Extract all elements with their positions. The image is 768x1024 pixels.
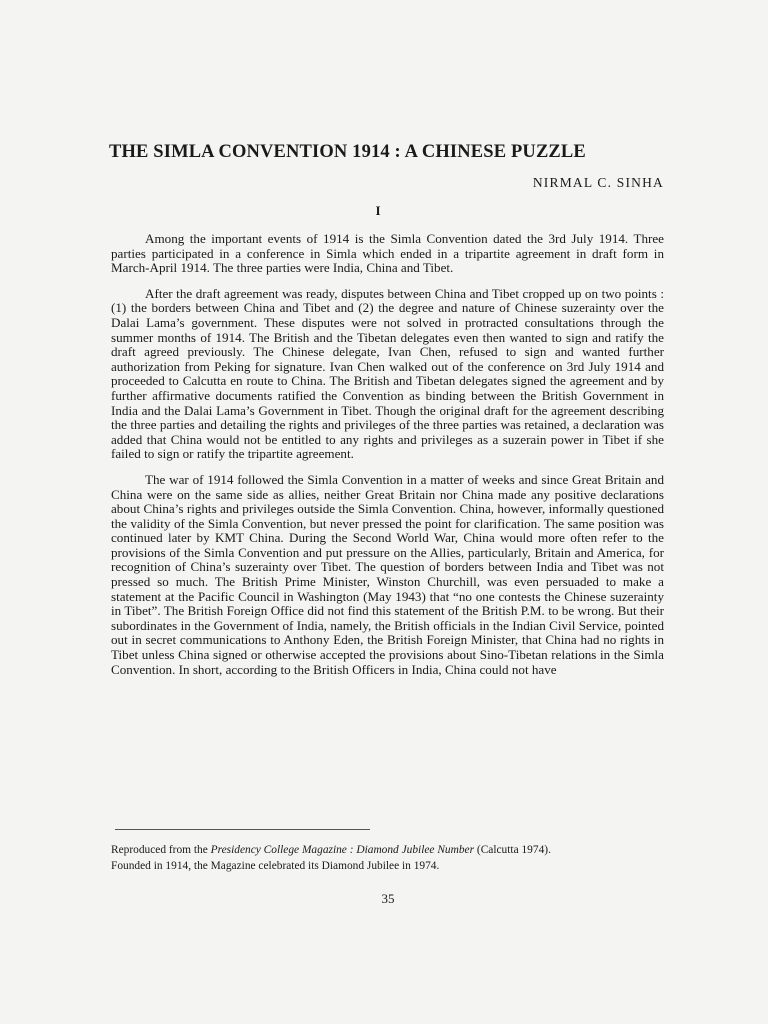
footnote-source-title: Presidency College Magazine : Diamond Jubilee Number [210, 844, 475, 856]
page-number: 35 [381, 891, 395, 906]
section-number: I [375, 203, 381, 218]
paragraph-2: After the draft agreement was ready, disputes between China and Tibet cropped up on two points : (1) the borders between China and Tibet and (2) the degree and nature of Chinese suzerainty over the Dalai Lama’s government. These disputes were not solved in protracted consultations through the summer months of 1914. The British and the Tibetan delegates even then wanted to sign and ratify the draft agreed previously. The Chinese delegate, Ivan Chen, refused to sign and wanted further authorization from Peking for signature. Ivan Chen walked out of the conference on 3rd July 1914 and proceeded to Calcutta en route to China. The British and Tibetan delegates signed the agreement and by further affirmative documents ratified the Convention as binding between the British Government in India and the Dalai Lama’s Government in Tibet. Though the original draft for the agreement describing the three parties and detailing the rights and privileges of the three parties was retained, a declaration was added that China would not be entitled to any rights and privileges as a suzerain power in Tibet if she failed to sign or ratify the tripartite agreement. [111, 285, 664, 462]
article-title: THE SIMLA CONVENTION 1914 : A CHINESE PUZZLE [109, 142, 586, 162]
footnote-line-2: Founded in 1914, the Magazine celebrated its Diamond Jubilee in 1974. [111, 860, 440, 872]
footnote [111, 842, 671, 874]
footnote-prefix: Reproduced from the [111, 844, 211, 856]
article-body [111, 232, 664, 677]
paragraph-3: The war of 1914 followed the Simla Convention in a matter of weeks and since Great Britain and China were on the same side as allies, neither Great Britain nor China made any positive declarations about China’s rights and privileges outside the Simla Convention. China, however, informally questioned the validity of the Simla Convention, but never pressed the point for clarification. The same position was continued later by KMT China. During the Second World War, China would more often refer to the provisions of the Simla Convention and put pressure on the Allies, particularly, Britain and America, for recognition of China’s suzerainty over Tibet. The question of borders between India and Tibet was not pressed so much. The British Prime Minister, Winston Churchill, was even persuaded to make a statement at the Pacific Council in Washington (May 1943) that “no one contests the Chinese suzerainty in Tibet”. The British Foreign Office did not find this statement of the British P.M. to be wrong. But their subordinates in the Government of India, namely, the British officials in the Indian Civil Service, pointed out in secret communications to Anthony Eden, the British Foreign Minister, that China had no rights in Tibet unless China signed or otherwise accepted the provisions about Sino-Tibetan relations in the Simla Convention. In short, according to the British Officers in India, China could not have [111, 471, 664, 677]
footnote-suffix: (Calcutta 1974). [474, 844, 551, 856]
paragraph-1: Among the important events of 1914 is the Simla Convention dated the 3rd July 1914. Three parties participated in a conference in Simla which ended in a tripartite agreement in draft form in March-April 1914. The three parties were India, China and Tibet. [111, 231, 664, 276]
footnote-line-1 [111, 842, 671, 858]
article-author: NIRMAL C. SINHA [532, 175, 664, 190]
footnote-divider [115, 829, 370, 830]
